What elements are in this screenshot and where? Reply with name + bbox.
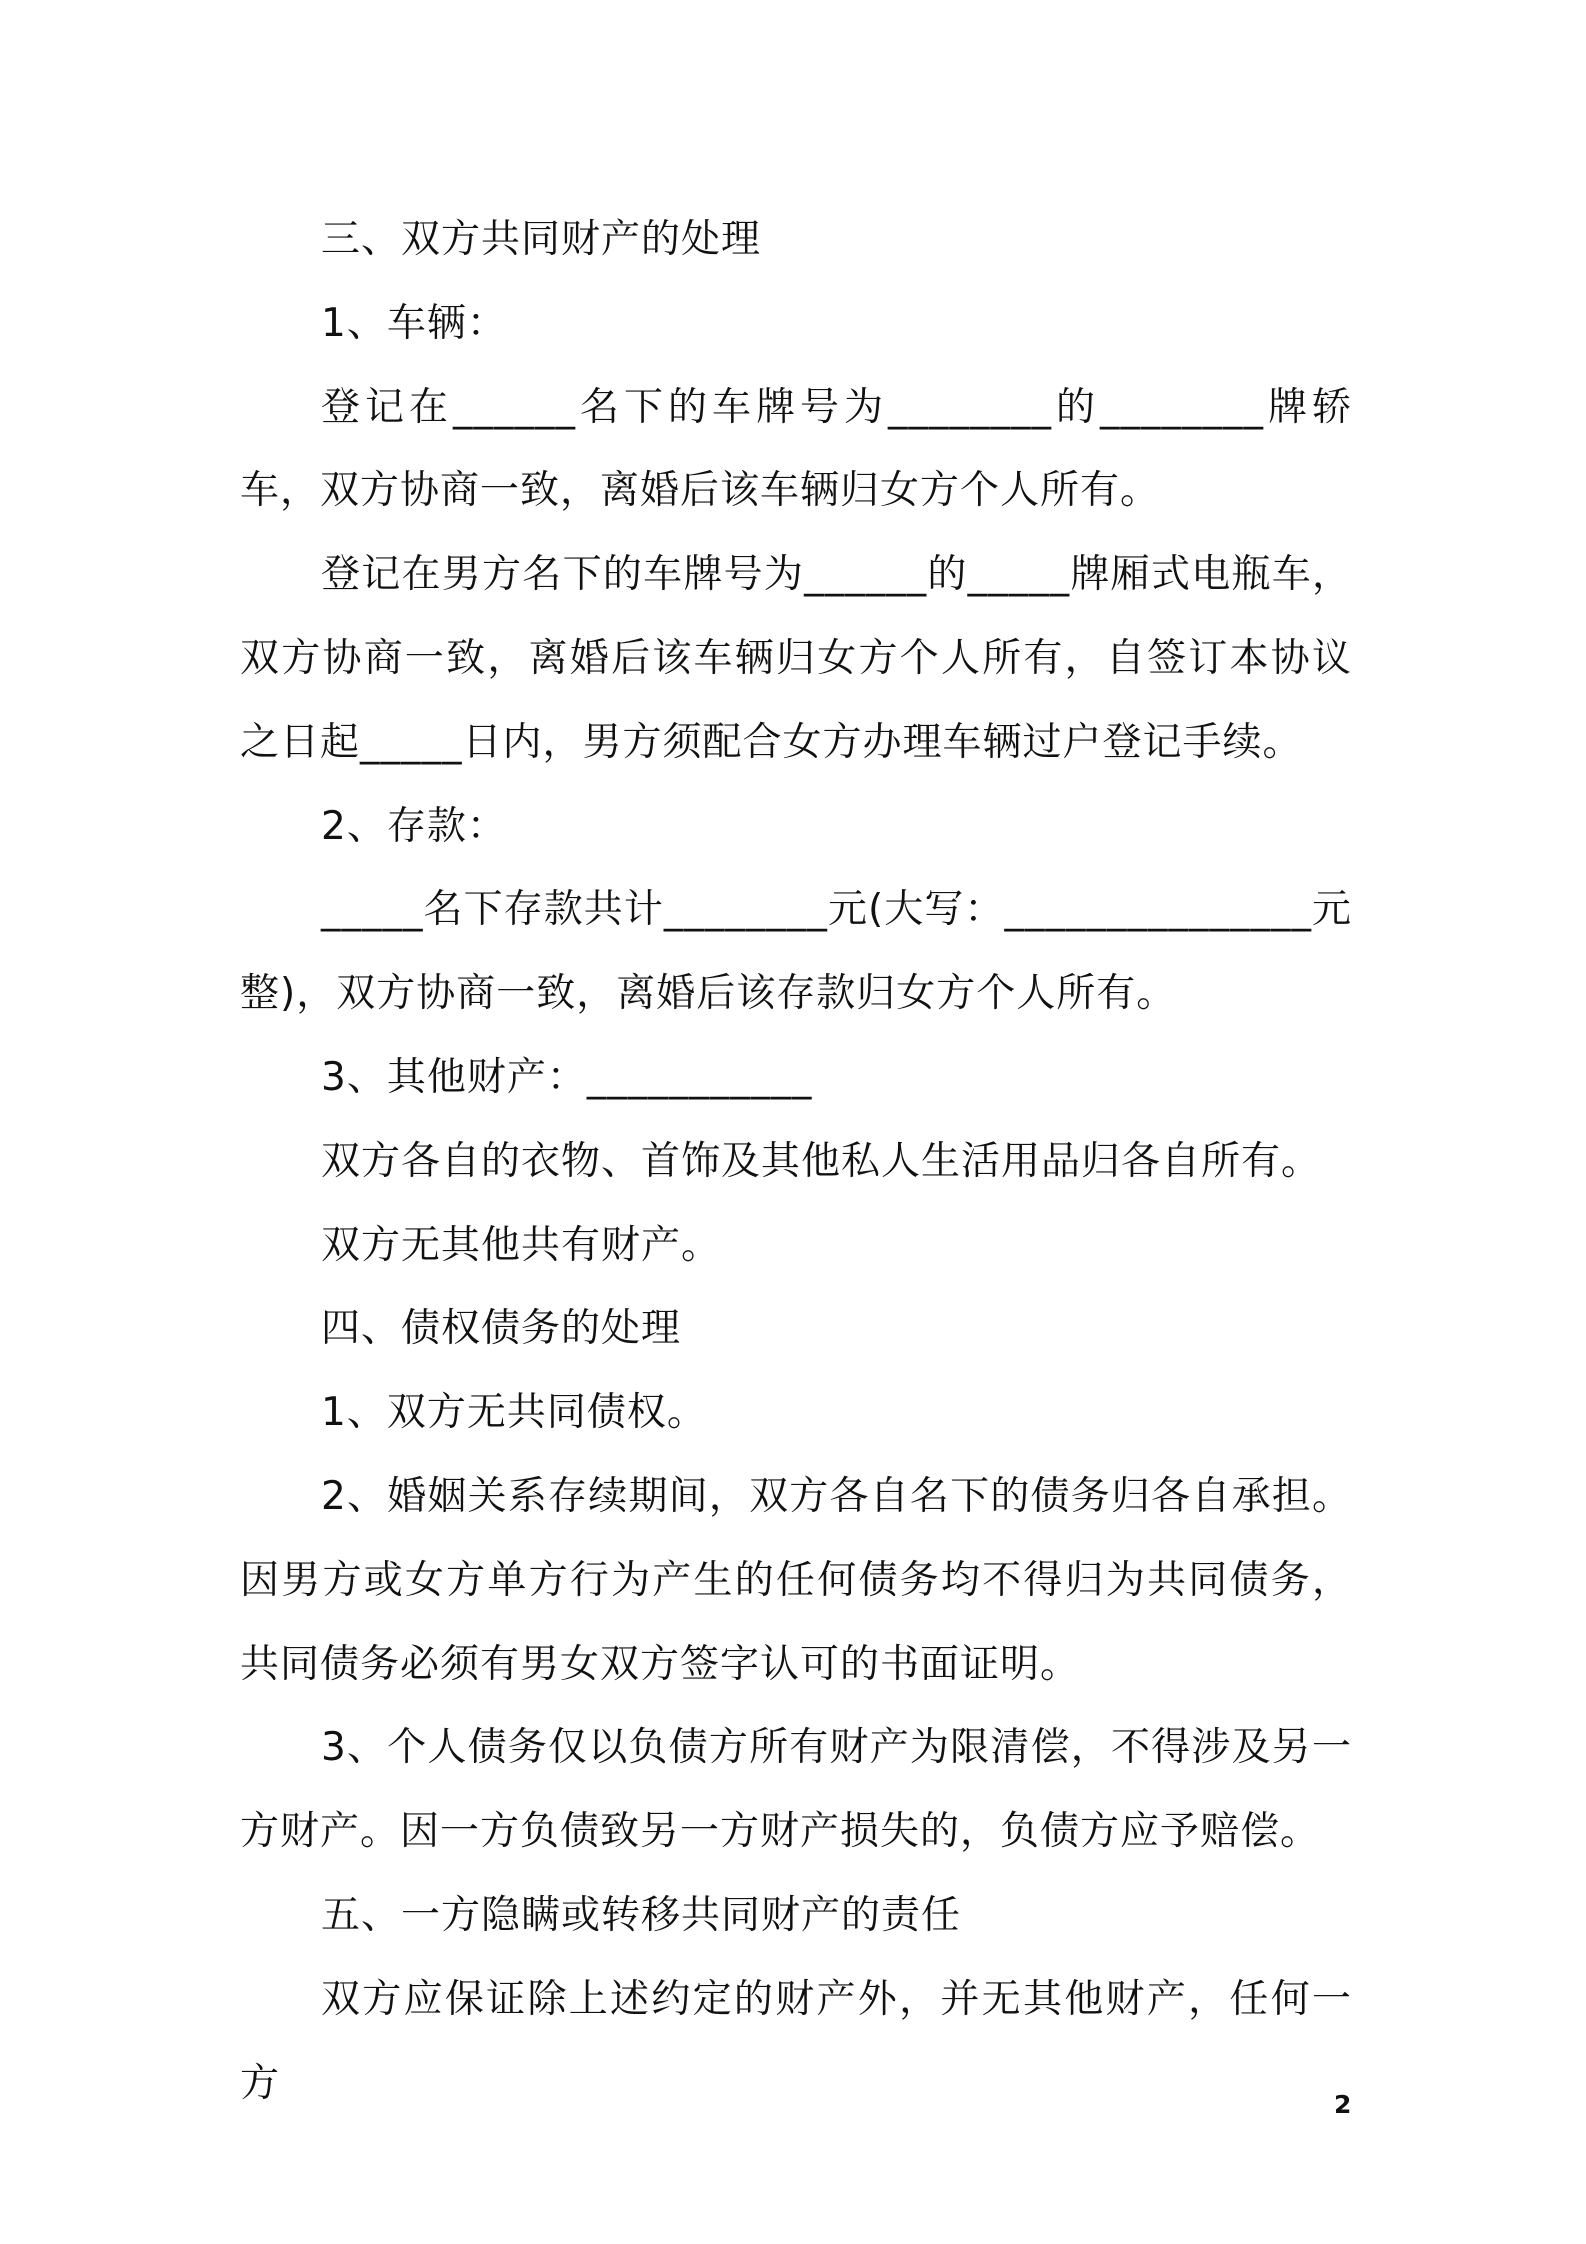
section-heading-3: 三、双方共同财产的处理 [321, 217, 762, 262]
item-no-joint-claims: 1、双方无共同债权。 [321, 1390, 707, 1436]
item-debts-marriage: 2、婚姻关系存续期间，双方各自名下的债务归各自承担。因男方或女方单方行为产生的任何债务均不得归为共同债务，共同债务必须有男女双方签字认可的书面证明。 [240, 1473, 1352, 1687]
document-body [240, 198, 1352, 2125]
paragraph-vehicle-car: 登记在______名下的车牌号为________的________牌轿车，双方协商一致，离婚后该车辆归女方个人所有。 [240, 384, 1352, 514]
item-deposit-heading: 2、存款： [321, 803, 507, 849]
paragraph-vehicle-ebike: 登记在男方名下的车牌号为______的_____牌厢式电瓶车，双方协商一致，离婚后该车辆归女方个人所有，自签订本协议之日起_____日内，男方须配合女方办理车辆过户登记手续。 [240, 552, 1352, 765]
item-vehicle-heading: 1、车辆： [321, 300, 507, 346]
paragraph-personal-items: 双方各自的衣物、首饰及其他私人生活用品归各自所有。 [321, 1138, 1322, 1184]
item-other-property: 3、其他财产：___________ [321, 1054, 813, 1100]
item-personal-debts: 3、个人债务仅以负债方所有财产为限清偿，不得涉及另一方财产。因一方负债致另一方财产损失的，负债方应予赔偿。 [240, 1725, 1352, 1855]
section-heading-4: 四、债权债务的处理 [321, 1306, 682, 1352]
paragraph-guarantee: 双方应保证除上述约定的财产外，并无其他财产，任何一方 [240, 1976, 1352, 2106]
paragraph-no-other-property: 双方无其他共有财产。 [321, 1222, 722, 1268]
paragraph-deposit: _____名下存款共计________元(大写：_______________元整)，双方协商一致，离婚后该存款归女方个人所有。 [240, 887, 1352, 1017]
section-heading-5: 五、一方隐瞒或转移共同财产的责任 [321, 1892, 962, 1938]
page-number: 2 [1334, 2090, 1352, 2119]
